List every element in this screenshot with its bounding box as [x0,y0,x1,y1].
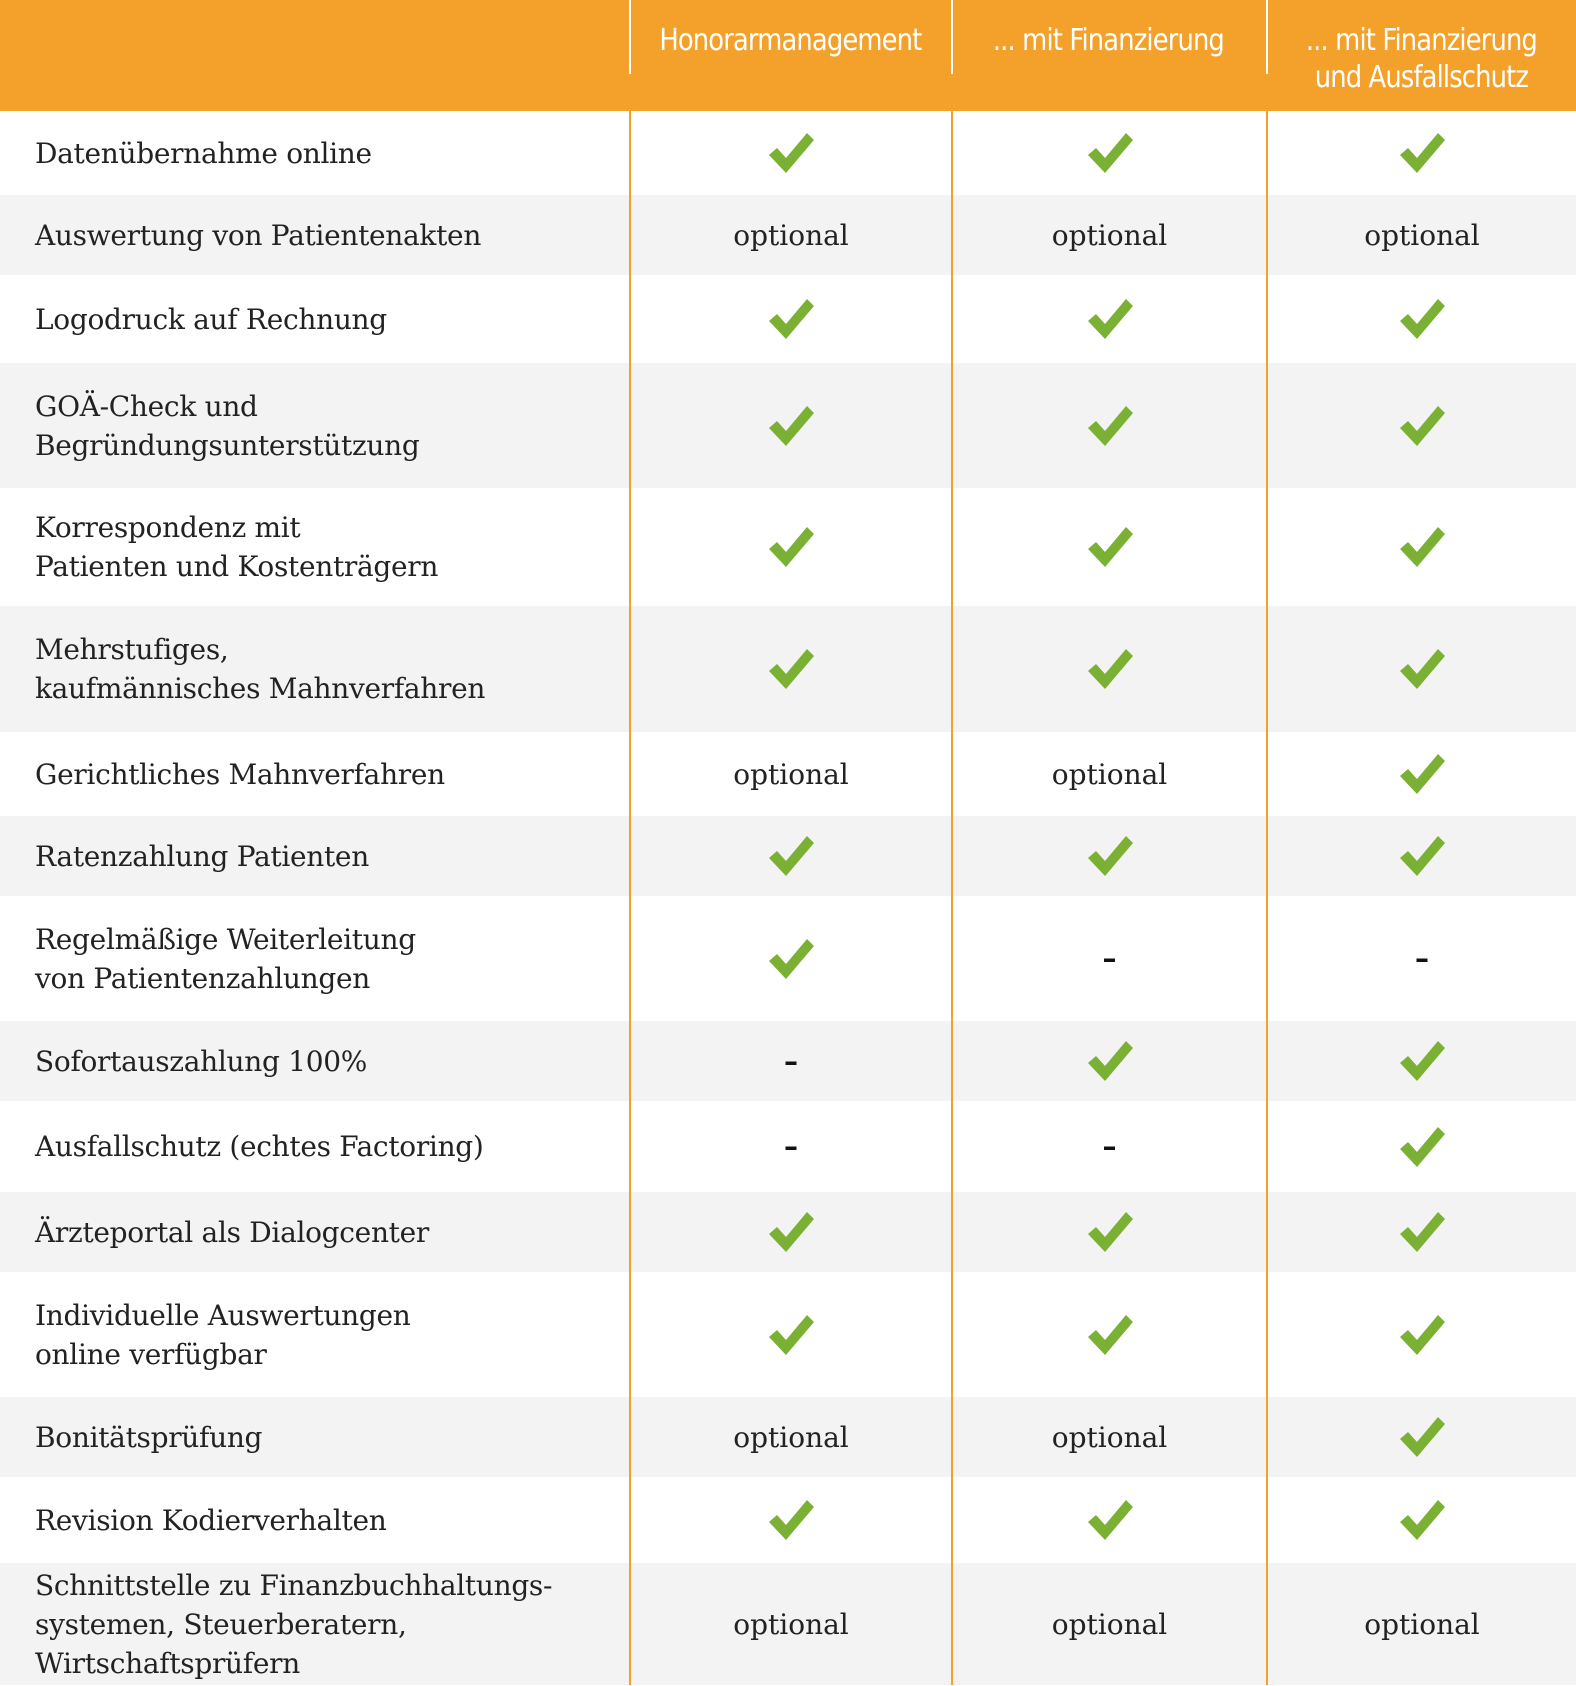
value-cell [951,111,1266,195]
value-cell [629,1101,951,1192]
value-cell [629,488,951,606]
value-cell [629,816,951,896]
checkmark-icon [1086,1039,1134,1083]
checkmark-icon [1398,1210,1446,1254]
value-cell [951,896,1266,1021]
row-label: Auswertung von Patientenakten [0,195,629,275]
value-cell [1266,1192,1576,1272]
checkmark-icon [1086,404,1134,448]
checkmark-icon [1398,647,1446,691]
row-label: Bonitätsprüfung [0,1397,629,1477]
optional-label: optional [1364,218,1480,252]
value-cell [629,363,951,488]
value-cell [629,275,951,363]
row-label: Ratenzahlung Patienten [0,816,629,896]
column-header-1 [629,0,951,111]
column-header-label: ... mit Finanzierung [992,23,1225,58]
column-header-label: Honorarmanagement [658,23,922,58]
column-header-label: ... mit Finanzierung und Ausfallschutz [1305,23,1537,95]
value-cell [1266,816,1576,896]
value-cell [629,111,951,195]
value-cell [951,1101,1266,1192]
row-label: Datenübernahme online [35,136,372,170]
checkmark-icon [767,1313,815,1357]
value-cell [1266,1021,1576,1101]
row-label: Sofortauszahlung 100% [0,1021,629,1101]
optional-label: optional [733,757,849,791]
value-cell [1266,275,1576,363]
checkmark-icon [1398,1498,1446,1542]
checkmark-icon [1086,1210,1134,1254]
checkmark-icon [1086,525,1134,569]
checkmark-icon [1086,1498,1134,1542]
checkmark-icon [1398,131,1446,175]
value-cell [951,488,1266,606]
row-label: Schnittstelle zu Finanzbuchhaltungs- systemen, Steuerberatern, Wirtschaftsprüfern [0,1563,629,1685]
value-cell [951,732,1266,816]
checkmark-icon [1086,131,1134,175]
column-header-2 [951,0,1266,111]
value-cell [951,1397,1266,1477]
checkmark-icon [767,404,815,448]
value-cell [1266,896,1576,1021]
value-cell [1266,1563,1576,1685]
checkmark-icon [767,1210,815,1254]
value-cell [629,1477,951,1563]
optional-label: optional [1051,1607,1168,1641]
checkmark-icon [767,937,815,981]
value-cell [1266,1397,1576,1477]
checkmark-icon [767,297,815,341]
optional-label: optional [733,1607,849,1641]
value-cell [629,1563,951,1685]
value-cell [629,1272,951,1397]
checkmark-icon [767,647,815,691]
dash-label: – [1102,1130,1117,1163]
row-label: Mehrstufiges, kaufmännisches Mahnverfahren [0,606,629,732]
value-cell [951,1192,1266,1272]
value-cell [951,195,1266,275]
checkmark-icon [1398,1415,1446,1459]
checkmark-icon [1398,525,1446,569]
row-label: Logodruck auf Rechnung [35,302,387,336]
checkmark-icon [1398,404,1446,448]
value-cell [951,1021,1266,1101]
row-label: Ärzteportal als Dialogcenter [0,1192,629,1272]
optional-label: optional [733,1420,849,1454]
dash-label: – [784,1044,798,1078]
value-cell [1266,1272,1576,1397]
value-cell [1266,195,1576,275]
value-cell [951,275,1266,363]
column-header-3 [1266,0,1576,111]
optional-label: optional [1364,1607,1480,1641]
row-label: Korrespondenz mit Patienten und Kostenträgern [35,511,439,583]
value-cell [629,606,951,732]
value-cell [1266,488,1576,606]
checkmark-icon [767,1498,815,1542]
value-cell [629,896,951,1021]
row-label: Ausfallschutz (echtes Factoring) [35,1130,484,1163]
value-cell [951,1563,1266,1685]
value-cell [951,606,1266,732]
value-cell [1266,1101,1576,1192]
optional-label: optional [733,218,849,252]
value-cell [629,1021,951,1101]
value-cell [1266,111,1576,195]
optional-label: optional [1051,757,1168,791]
checkmark-icon [1398,1125,1446,1169]
checkmark-icon [1398,752,1446,796]
row-label: Revision Kodierverhalten [35,1503,387,1537]
checkmark-icon [1086,647,1134,691]
checkmark-icon [1086,297,1134,341]
dash-label: – [784,1130,798,1163]
value-cell [1266,363,1576,488]
dash-label: – [1102,942,1117,975]
checkmark-icon [767,834,815,878]
checkmark-icon [1398,834,1446,878]
checkmark-icon [1086,834,1134,878]
value-cell [951,363,1266,488]
checkmark-icon [1398,1313,1446,1357]
value-cell [951,816,1266,896]
dash-label: – [1415,942,1429,975]
optional-label: optional [1051,1420,1168,1454]
value-cell [629,195,951,275]
value-cell [1266,606,1576,732]
checkmark-icon [1398,1039,1446,1083]
row-label: Regelmäßige Weiterleitung von Patientenzahlungen [35,922,416,995]
value-cell [951,1272,1266,1397]
row-label: Individuelle Auswertungen online verfügbar [35,1298,411,1371]
header-empty-cell [0,0,629,111]
value-cell [1266,1477,1576,1563]
value-cell [1266,732,1576,816]
value-cell [629,1397,951,1477]
optional-label: optional [1051,218,1168,252]
checkmark-icon [1398,297,1446,341]
checkmark-icon [767,131,815,175]
value-cell [951,1477,1266,1563]
checkmark-icon [1086,1313,1134,1357]
row-label: GOÄ-Check und Begründungsunterstützung [0,363,629,488]
row-label: Gerichtliches Mahnverfahren [35,757,445,791]
checkmark-icon [767,525,815,569]
value-cell [629,732,951,816]
value-cell [629,1192,951,1272]
